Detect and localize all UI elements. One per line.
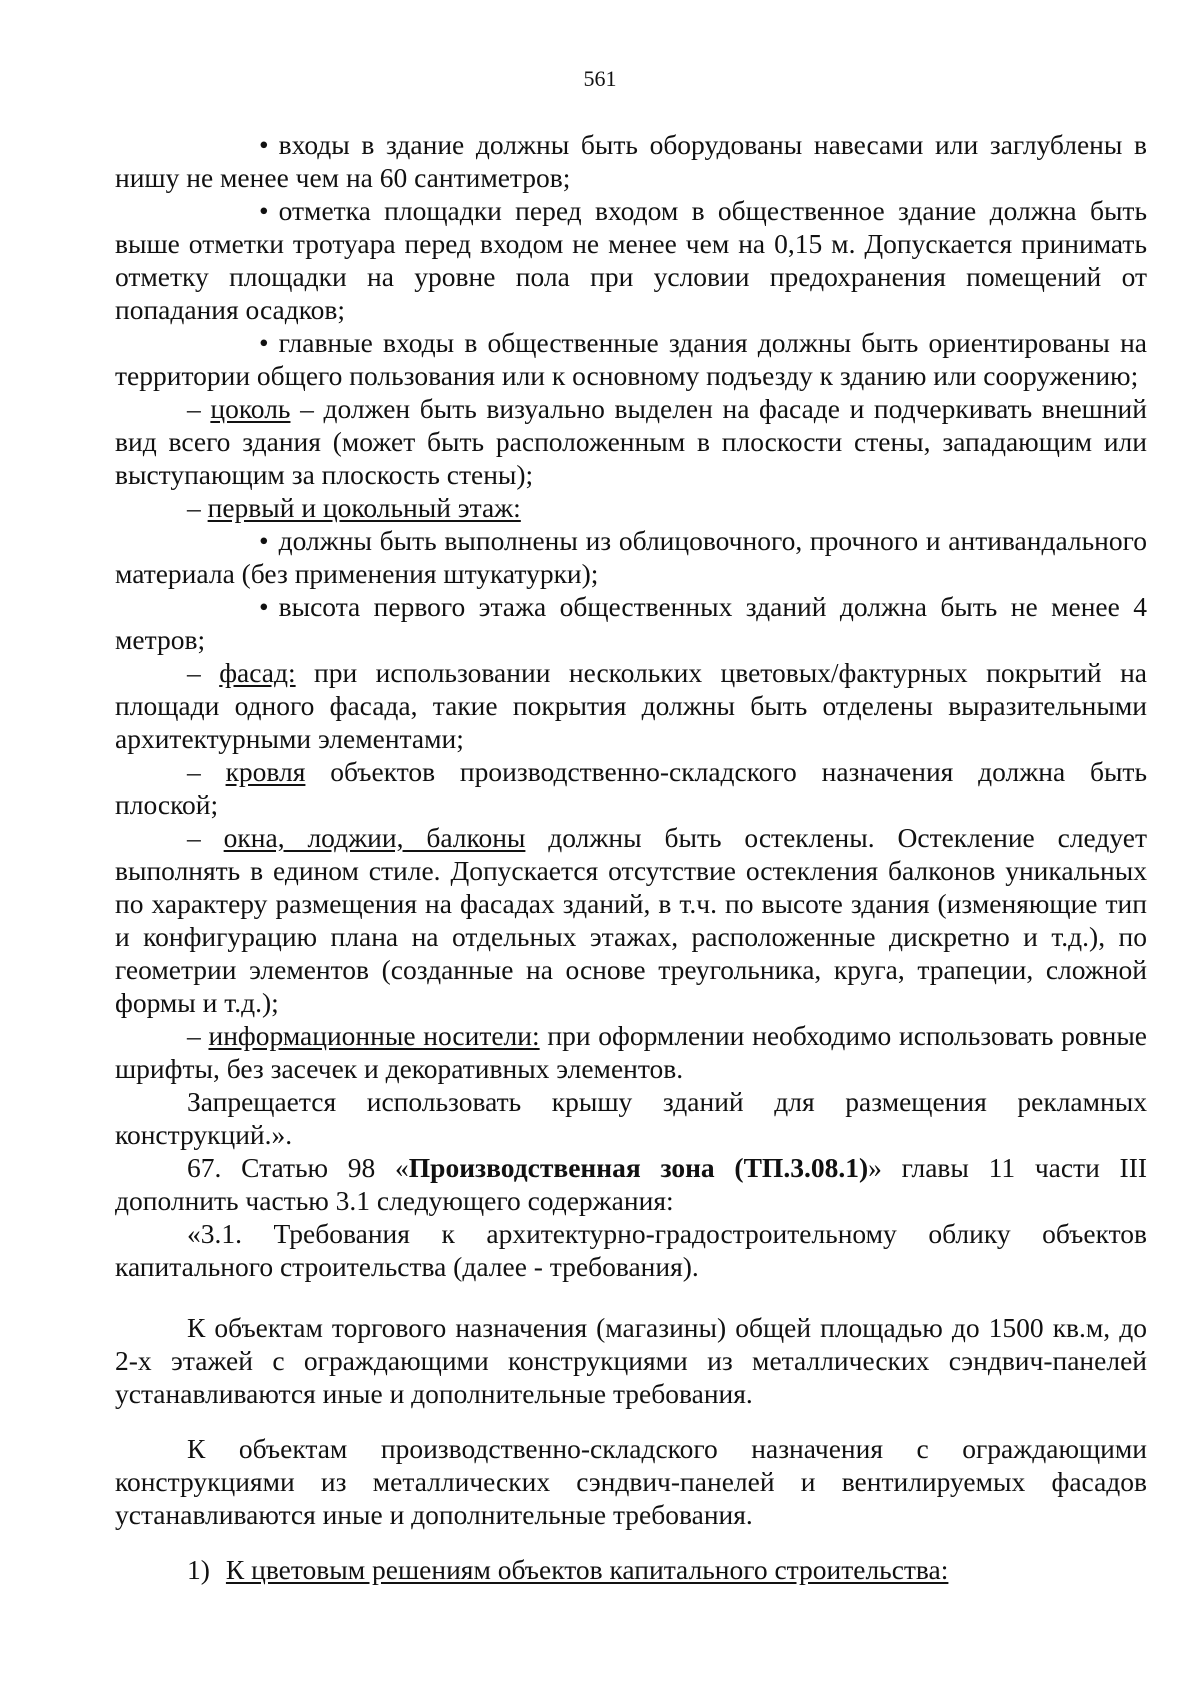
- term-first-floor: первый и цокольный этаж:: [207, 492, 521, 523]
- dash-mark: –: [187, 657, 201, 688]
- bullet-icon: •: [259, 195, 269, 226]
- bullet-icon: •: [259, 129, 269, 160]
- info-text: при оформлении необходимо использовать ровные шрифты, без засечек и декоративных элементов.: [115, 1020, 1148, 1084]
- item-heading: К цветовым решениям объектов капитального строительства:: [225, 1554, 949, 1585]
- dash-mark: –: [187, 393, 201, 424]
- bullet-text: отметка площадки перед входом в общественное здание должна быть выше отметки тротуара перед входом не менее чем на 0,15 м. Допускается принимать отметку площадки на уровне пола при условии предохранения помещений от попадания осадков;: [115, 195, 1147, 325]
- term-tsokol: цоколь: [210, 393, 291, 424]
- numbered-item-color-solutions: [115, 1553, 1147, 1586]
- roof-text: объектов производственно-складского назначения должна быть плоской;: [115, 756, 1147, 820]
- dash-paragraph-info-carriers: [115, 1019, 1147, 1085]
- dash-paragraph-first-floor: [115, 491, 1147, 524]
- page-number: 561: [583, 66, 617, 91]
- bullet-icon: •: [259, 591, 269, 622]
- tsokol-text: – должен быть визуально выделен на фасаде и подчеркивать внешний вид всего здания (может быть расположенным в плоскости стены, западающим или выступающим за плоскость стены);: [115, 393, 1147, 490]
- prohibition-paragraph: Запрещается использовать крышу зданий для размещения рекламных конструкций.».: [115, 1086, 1147, 1150]
- bullet-text: главные входы в общественные здания должны быть ориентированы на территории общего пользования или к основному подъезду к зданию или сооружению;: [115, 327, 1147, 391]
- dash-paragraph-tsokol: [115, 392, 1147, 491]
- bullet-icon: •: [259, 327, 269, 358]
- bullet-text: входы в здание должны быть оборудованы навесами или заглублены в нишу не менее чем на 60 сантиметров;: [115, 129, 1147, 193]
- facade-text: при использовании нескольких цветовых/фактурных покрытий на площади одного фасада, такие покрытия должны быть отделены выразительными архитектурными элементами;: [115, 657, 1148, 754]
- trade-objects-paragraph: К объектам торгового назначения (магазины) общей площадью до 1500 кв.м, до 2-х этажей с ограждающими конструкциями из металлических сэндвич-панелей устанавливаются иные и дополнительные требования.: [115, 1312, 1147, 1409]
- item-number: 1): [187, 1554, 210, 1585]
- term-info-carriers: информационные носители:: [208, 1020, 540, 1051]
- bullet-text: высота первого этажа общественных зданий должна быть не менее 4 метров;: [115, 591, 1147, 655]
- bullet-paragraph-materials: [115, 524, 1147, 590]
- dash-paragraph-windows: [115, 821, 1147, 1019]
- term-windows: окна, лоджии, балконы: [223, 822, 526, 853]
- bullet-text: должны быть выполнены из облицовочного, прочного и антивандального материала (без применения штукатурки);: [115, 525, 1147, 589]
- dash-mark: –: [187, 756, 201, 787]
- term-facade: фасад:: [219, 657, 296, 688]
- bullet-paragraph-floor-height: [115, 590, 1147, 656]
- article-suffix: » главы 11 части III дополнить частью 3.1 следующего содержания:: [115, 1152, 1148, 1216]
- dash-mark: –: [187, 822, 201, 853]
- bullet-paragraph-main-entrances: [115, 326, 1147, 392]
- article-prefix: 67. Статью 98 «: [187, 1152, 409, 1183]
- bullet-paragraph-platform-level: [115, 194, 1147, 326]
- dash-paragraph-roof: [115, 755, 1147, 821]
- bullet-paragraph-entrances: [115, 128, 1147, 194]
- article-zone-title: Производственная зона (ТП.3.08.1): [408, 1152, 869, 1183]
- dash-paragraph-facade: [115, 656, 1147, 755]
- document-body: [115, 128, 1147, 1586]
- requirements-intro-paragraph: «3.1. Требования к архитектурно-градостроительному облику объектов капитального строительства (далее - требования).: [115, 1218, 1147, 1282]
- production-objects-paragraph: К объектам производственно-складского назначения с ограждающими конструкциями из металлических сэндвич-панелей и вентилируемых фасадов устанавливаются иные и дополнительные требования.: [115, 1433, 1147, 1530]
- term-roof: кровля: [225, 756, 306, 787]
- dash-mark: –: [187, 492, 201, 523]
- article-67-paragraph: [115, 1151, 1147, 1217]
- bullet-icon: •: [259, 525, 269, 556]
- dash-mark: –: [187, 1020, 201, 1051]
- windows-text: должны быть остеклены. Остекление следует выполнять в едином стиле. Допускается отсутствие остекления балконов уникальных по характеру размещения на фасадах зданий, в т.ч. по высоте здания (изменяющие тип и конфигурацию плана на отдельных этажах, расположенные дискретно и т.д.), по геометрии элементов (созданные на основе треугольника, круга, трапеции, сложной формы и т.д.);: [115, 822, 1148, 1018]
